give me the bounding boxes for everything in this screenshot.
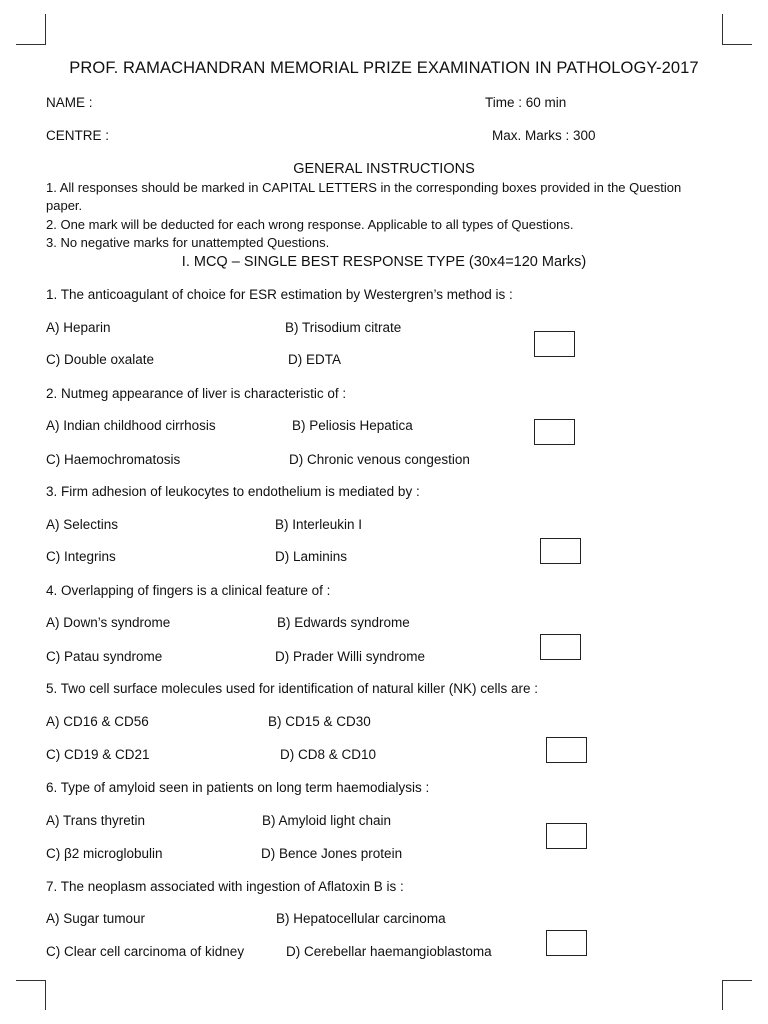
question-stem: 2. Nutmeg appearance of liver is characteristic of : bbox=[46, 386, 347, 401]
max-marks-label: Max. Marks : 300 bbox=[492, 128, 596, 143]
question-stem: 1. The anticoagulant of choice for ESR estimation by Westergren’s method is : bbox=[46, 287, 513, 302]
option-a: A) Selectins bbox=[46, 517, 119, 532]
option-b: B) Edwards syndrome bbox=[277, 615, 410, 630]
option-b: B) Peliosis Hepatica bbox=[292, 418, 413, 433]
answer-box[interactable] bbox=[540, 634, 581, 660]
answer-box[interactable] bbox=[546, 823, 587, 849]
option-d: D) Chronic venous congestion bbox=[289, 452, 470, 467]
option-c: C) Haemochromatosis bbox=[46, 452, 181, 467]
answer-box[interactable] bbox=[546, 930, 587, 956]
instruction-2: 2. One mark will be deducted for each wrong response. Applicable to all types of Questions. bbox=[46, 217, 574, 232]
question-stem: 5. Two cell surface molecules used for identification of natural killer (NK) cells are : bbox=[46, 681, 538, 696]
option-c: C) Patau syndrome bbox=[46, 649, 163, 664]
option-b: B) Hepatocellular carcinoma bbox=[276, 911, 446, 926]
time-label: Time : 60 min bbox=[485, 95, 567, 110]
option-c: C) Integrins bbox=[46, 549, 116, 564]
option-a: A) Heparin bbox=[46, 320, 111, 335]
option-a: A) Indian childhood cirrhosis bbox=[46, 418, 216, 433]
answer-box[interactable] bbox=[534, 419, 575, 445]
question-stem: 3. Firm adhesion of leukocytes to endothelium is mediated by : bbox=[46, 484, 420, 499]
option-d: D) Prader Willi syndrome bbox=[275, 649, 426, 664]
exam-title: PROF. RAMACHANDRAN MEMORIAL PRIZE EXAMINATION IN PATHOLOGY-2017 bbox=[69, 59, 699, 77]
option-a: A) Sugar tumour bbox=[46, 911, 146, 926]
option-b: B) CD15 & CD30 bbox=[268, 714, 371, 729]
option-d: D) CD8 & CD10 bbox=[280, 747, 377, 762]
option-c: C) Double oxalate bbox=[46, 352, 155, 367]
option-b: B) Amyloid light chain bbox=[262, 813, 392, 828]
option-c: C) Clear cell carcinoma of kidney bbox=[46, 944, 245, 959]
question-stem: 6. Type of amyloid seen in patients on long term haemodialysis : bbox=[46, 780, 430, 795]
option-d: D) EDTA bbox=[288, 352, 341, 367]
name-label: NAME : bbox=[46, 95, 93, 110]
answer-box[interactable] bbox=[540, 538, 581, 564]
instruction-3: 3. No negative marks for unattempted Questions. bbox=[46, 235, 330, 250]
answer-box[interactable] bbox=[546, 737, 587, 763]
instructions-heading: GENERAL INSTRUCTIONS bbox=[293, 161, 475, 177]
option-a: A) Down’s syndrome bbox=[46, 615, 171, 630]
answer-box[interactable] bbox=[534, 331, 575, 357]
option-b: B) Trisodium citrate bbox=[285, 320, 402, 335]
instruction-1-cont: paper. bbox=[46, 198, 83, 213]
centre-label: CENTRE : bbox=[46, 128, 110, 143]
option-d: D) Bence Jones protein bbox=[261, 846, 403, 861]
option-a: A) CD16 & CD56 bbox=[46, 714, 149, 729]
option-b: B) Interleukin I bbox=[275, 517, 363, 532]
section-heading: I. MCQ – SINGLE BEST RESPONSE TYPE (30x4=120 Marks) bbox=[181, 254, 587, 270]
question-stem: 7. The neoplasm associated with ingestion of Aflatoxin B is : bbox=[46, 879, 404, 894]
option-d: D) Laminins bbox=[275, 549, 348, 564]
question-stem: 4. Overlapping of fingers is a clinical feature of : bbox=[46, 583, 331, 598]
option-c: C) β2 microglobulin bbox=[46, 846, 163, 861]
option-c: C) CD19 & CD21 bbox=[46, 747, 150, 762]
option-d: D) Cerebellar haemangioblastoma bbox=[286, 944, 492, 959]
option-a: A) Trans thyretin bbox=[46, 813, 146, 828]
instruction-1: 1. All responses should be marked in CAPITAL LETTERS in the corresponding boxes provided in the Question bbox=[46, 180, 682, 195]
